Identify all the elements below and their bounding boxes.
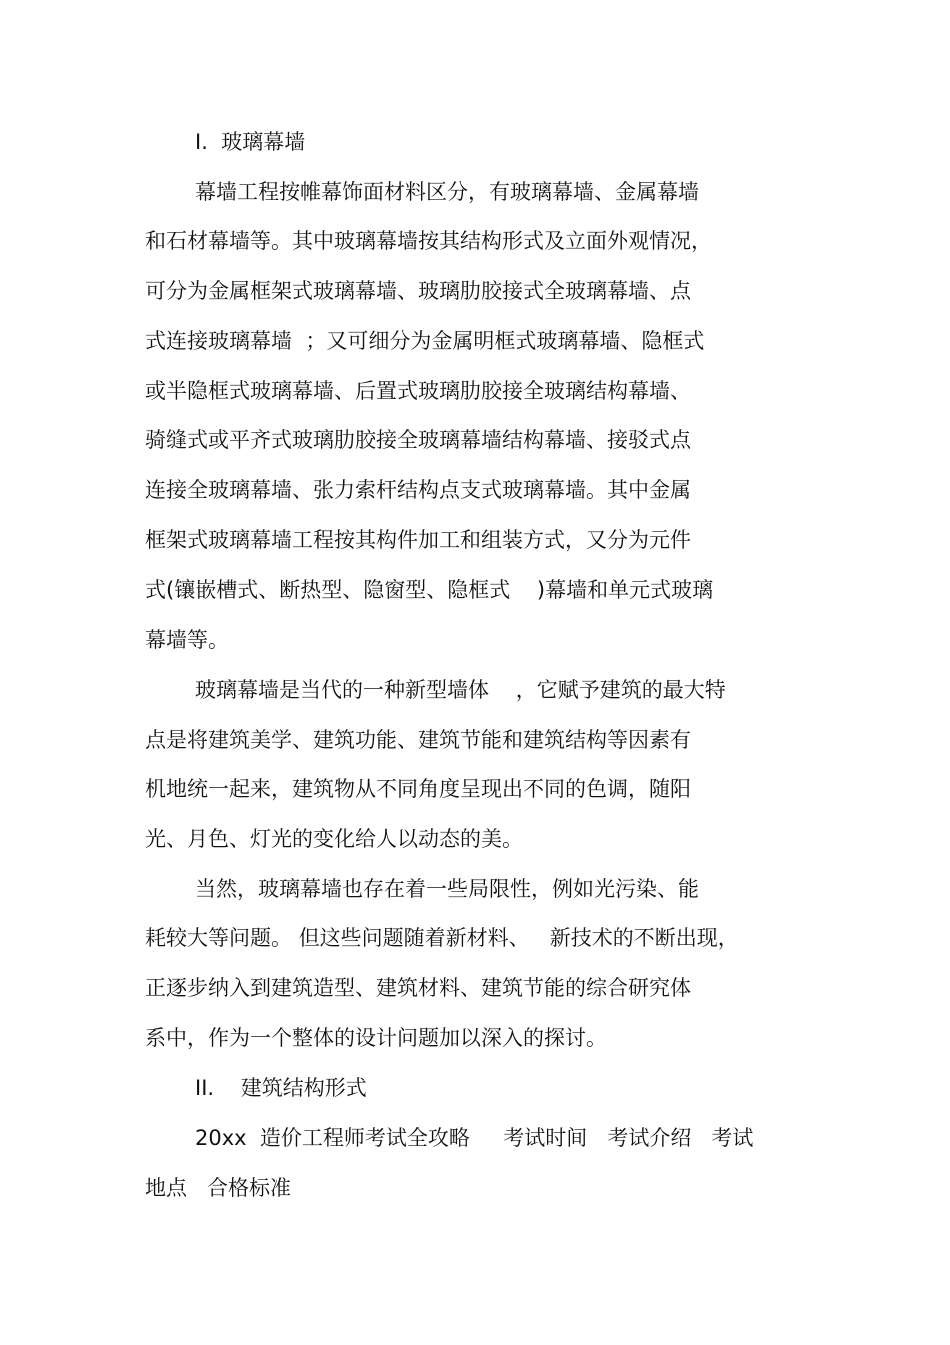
paragraph-line: 和石材幕墙等。其中玻璃幕墙按其结构形式及立面外观情况， bbox=[145, 229, 712, 253]
paragraph-line: 耗较大等问题。 但这些问题随着新材料、 新技术的不断出现， bbox=[145, 926, 739, 950]
paragraph-line: 连接全玻璃幕墙、张力索杆结构点支式玻璃幕墙。其中金属 bbox=[145, 478, 691, 502]
exam-links-line: 地点 合格标准 bbox=[145, 1176, 292, 1200]
section-heading-2: II. 建筑结构形式 bbox=[195, 1076, 367, 1100]
exam-links-line: 20xx 造价工程师考试全攻略 考试时间 考试介绍 考试 bbox=[195, 1126, 754, 1150]
paragraph-line: 式(镶嵌槽式、断热型、隐窗型、隐框式 )幕墙和单元式玻璃 bbox=[145, 578, 714, 602]
paragraph-line: 系中，作为一个整体的设计问题加以深入的探讨。 bbox=[145, 1026, 607, 1050]
paragraph-line: 光、月色、灯光的变化给人以动态的美。 bbox=[145, 827, 523, 851]
paragraph-line: 骑缝式或平齐式玻璃肋胶接全玻璃幕墙结构幕墙、接驳式点 bbox=[145, 428, 691, 452]
paragraph-line: 正逐步纳入到建筑造型、建筑材料、建筑节能的综合研究体 bbox=[145, 976, 691, 1000]
paragraph-line: 幕墙等。 bbox=[145, 628, 229, 652]
paragraph-line: 框架式玻璃幕墙工程按其构件加工和组装方式，又分为元件 bbox=[145, 528, 691, 552]
paragraph-line: 当然，玻璃幕墙也存在着一些局限性，例如光污染、能 bbox=[195, 877, 699, 901]
section-heading-1: I. 玻璃幕墙 bbox=[195, 130, 306, 154]
paragraph-line: 或半隐框式玻璃幕墙、后置式玻璃肋胶接全玻璃结构幕墙、 bbox=[145, 379, 691, 403]
paragraph-line: 玻璃幕墙是当代的一种新型墙体 ，它赋予建筑的最大特 bbox=[195, 678, 726, 702]
paragraph-line: 式连接玻璃幕墙 ；又可细分为金属明框式玻璃幕墙、隐框式 bbox=[145, 329, 705, 353]
paragraph-line: 机地统一起来，建筑物从不同角度呈现出不同的色调，随阳 bbox=[145, 777, 691, 801]
paragraph-line: 幕墙工程按帷幕饰面材料区分，有玻璃幕墙、金属幕墙 bbox=[195, 180, 699, 204]
paragraph-line: 点是将建筑美学、建筑功能、建筑节能和建筑结构等因素有 bbox=[145, 728, 691, 752]
paragraph-line: 可分为金属框架式玻璃幕墙、玻璃肋胶接式全玻璃幕墙、点 bbox=[145, 279, 691, 303]
